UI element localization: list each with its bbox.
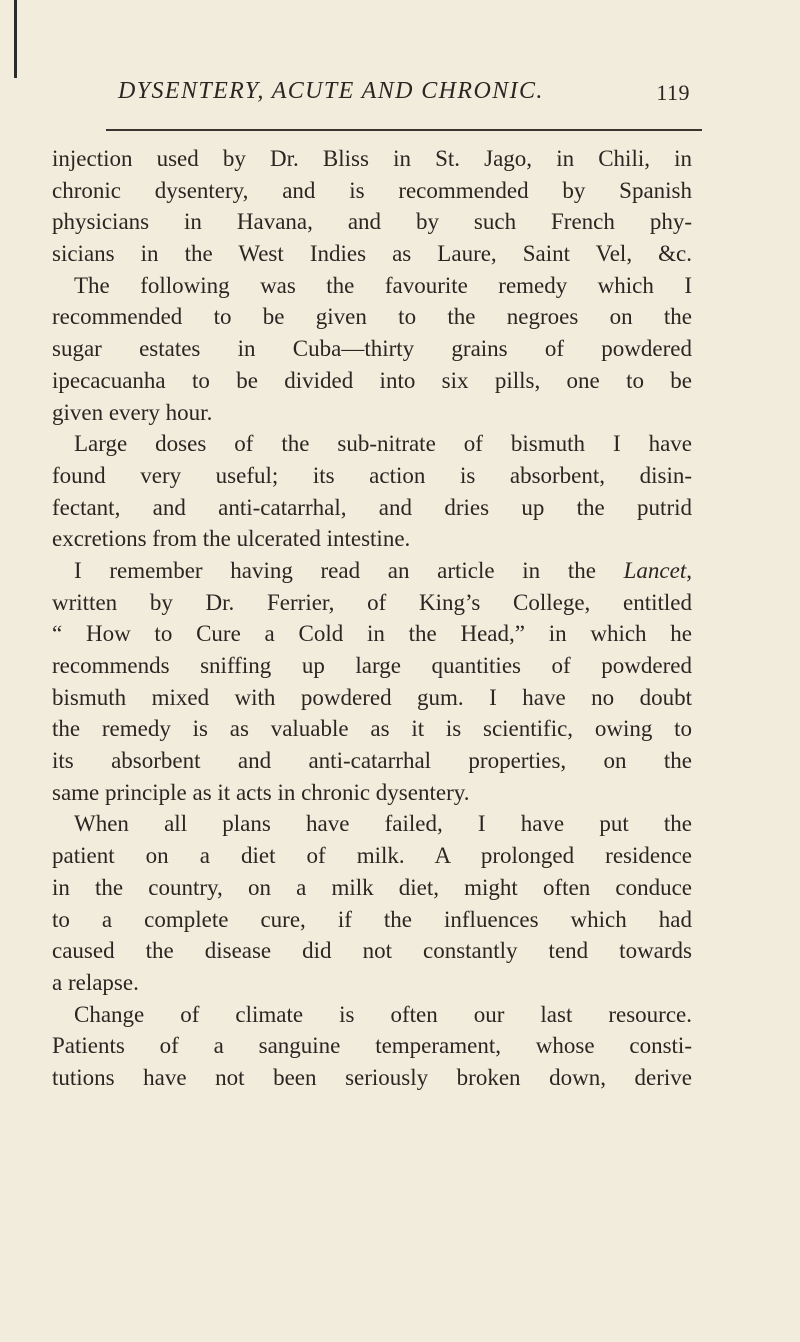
text-line: found very useful; its action is absorbent, disin- xyxy=(52,462,692,488)
text-line: fectant, and anti-catarrhal, and dries up the putrid xyxy=(52,494,692,520)
text-line: “ How to Cure a Cold in the Head,” in which he xyxy=(52,621,692,647)
text-line: in the country, on a milk diet, might often conduce xyxy=(52,874,692,900)
text-line: given every hour. xyxy=(52,399,213,425)
text-line: patient on a diet of milk. A prolonged residence xyxy=(52,843,692,869)
text-line: its absorbent and anti-catarrhal properties, on the xyxy=(52,748,692,774)
running-title: DYSENTERY, ACUTE AND CHRONIC. xyxy=(118,78,544,104)
text-line: When all plans have failed, I have put the xyxy=(74,811,692,837)
text-line: physicians in Havana, and by such French phy- xyxy=(52,209,692,235)
text-line: ipecacuanha to be divided into six pills, one to be xyxy=(52,367,692,393)
text-line: the remedy is as valuable as it is scientific, owing to xyxy=(52,716,692,742)
text-line: sugar estates in Cuba—thirty grains of powdered xyxy=(52,336,692,362)
text-line: injection used by Dr. Bliss in St. Jago, in Chili, in xyxy=(52,146,692,171)
text-line: Patients of a sanguine temperament, whose consti- xyxy=(52,1033,692,1059)
page-number: 119 xyxy=(656,80,690,105)
text-line: chronic dysentery, and is recommended by Spanish xyxy=(52,177,692,203)
text-line: bismuth mixed with powdered gum. I have no doubt xyxy=(52,684,692,710)
text-line: a relapse. xyxy=(52,969,139,995)
text-line: recommended to be given to the negroes on the xyxy=(52,304,692,330)
text-line: recommends sniffing up large quantities of powdered xyxy=(52,653,692,678)
page-header xyxy=(100,74,700,114)
text-line: tutions have not been seriously broken down, derive xyxy=(52,1064,692,1090)
text-line: excretions from the ulcerated intestine. xyxy=(52,526,411,552)
header-rule xyxy=(106,129,702,131)
text-line: caused the disease did not constantly tend towards xyxy=(52,938,692,964)
text-line: Change of climate is often our last resource. xyxy=(74,1001,692,1027)
text-line: Large doses of the sub-nitrate of bismuth I have xyxy=(74,431,692,457)
text-line: same principle as it acts in chronic dysentery. xyxy=(52,779,470,805)
text-line: The following was the favourite remedy which I xyxy=(74,272,692,298)
binding-edge xyxy=(0,0,17,78)
journal-title: Lancet xyxy=(623,557,687,583)
text-line: I remember having read an article in the Lancet, xyxy=(74,557,692,583)
text-line: sicians in the West Indies as Laure, Saint Vel, &c. xyxy=(52,241,692,267)
body-text xyxy=(52,143,692,1094)
text-line: written by Dr. Ferrier, of King’s College, entitled xyxy=(52,589,692,615)
text-line: to a complete cure, if the influences which had xyxy=(52,906,692,932)
